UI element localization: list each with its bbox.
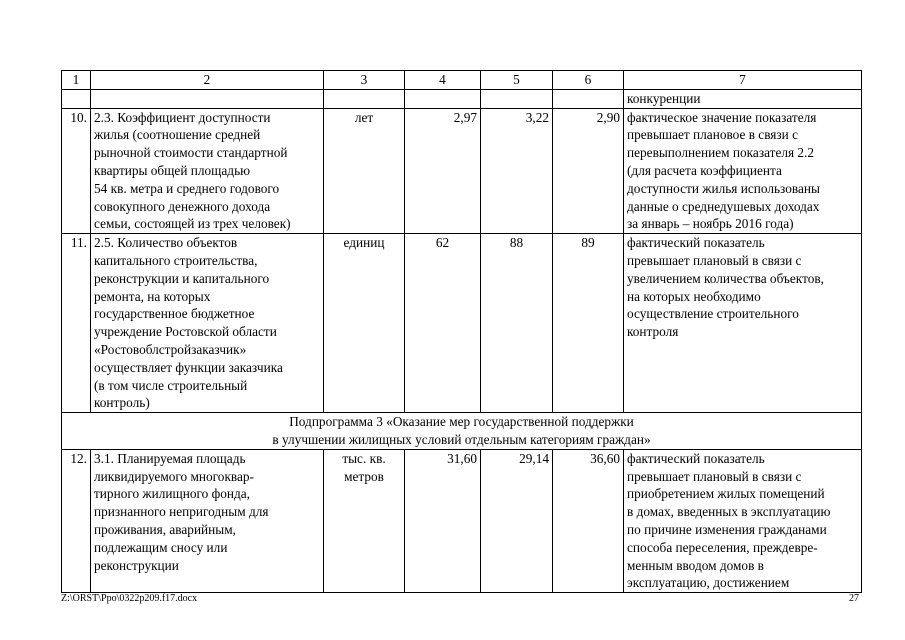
indicator-name: 2.5. Количество объектов капитального строительства, реконструкции и капитального ремонта, на которых государственное бюджетное учреждение Ростовской области «Ростовоблстройзаказчик» осуществляет функции заказчика (в том числе строительный контроль) [91, 234, 324, 413]
footer-file-path: Z:\ORST\Ppo\0322p209.f17.docx [61, 593, 198, 604]
unit: единиц [324, 234, 405, 413]
continuation-row [62, 89, 862, 108]
value-col-6: 2,90 [553, 108, 624, 234]
plan-value: 62 [405, 234, 481, 413]
fact-value: 3,22 [481, 108, 553, 234]
header-row [62, 71, 862, 90]
unit: тыс. кв. метров [324, 449, 405, 592]
table-row-11 [62, 234, 862, 413]
row-number: 11. [62, 234, 91, 413]
row-number: 10. [62, 108, 91, 234]
comment: фактический показатель превышает плановый в связи с увеличением количества объектов, на которых необходимо осуществление строительного контроля [624, 234, 862, 413]
header-col-7: 7 [624, 71, 862, 90]
table-row-10 [62, 108, 862, 234]
fact-value: 88 [481, 234, 553, 413]
indicator-name: 3.1. Планируемая площадь ликвидируемого многоквар- тирного жилищного фонда, признанного непригодным для проживания, аварийным, подлежащим сносу или реконструкции [91, 449, 324, 592]
header-col-3: 3 [324, 71, 405, 90]
comment: фактический показатель превышает плановый в связи с приобретением жилых помещений в домах, введенных в эксплуатацию по причине изменения гражданами способа переселения, преждевре- менным вводом домов в эксплуатацию, достижением [624, 449, 862, 592]
header-col-6: 6 [553, 71, 624, 90]
subprogram-row [62, 413, 862, 450]
plan-value: 31,60 [405, 449, 481, 592]
header-col-5: 5 [481, 71, 553, 90]
plan-value: 2,97 [405, 108, 481, 234]
indicators-table [61, 70, 862, 593]
value-col-6: 36,60 [553, 449, 624, 592]
subprogram-title: Подпрограмма 3 «Оказание мер государственной поддержки в улучшении жилищных условий отдельным категориям граждан» [62, 413, 862, 450]
comment: фактическое значение показателя превышает плановое в связи с перевыполнением показателя 2.2 (для расчета коэффициента доступности жилья использованы данные о среднедушевых доходах за январь – ноябрь 2016 года) [624, 108, 862, 234]
header-col-2: 2 [91, 71, 324, 90]
indicator-name: 2.3. Коэффициент доступности жилья (соотношение средней рыночной стоимости стандартной квартиры общей площадью 54 кв. метра и среднего годового совокупного денежного дохода семьи, состоящей из трех человек) [91, 108, 324, 234]
fact-value: 29,14 [481, 449, 553, 592]
row-number: 12. [62, 449, 91, 592]
table-row-12 [62, 449, 862, 592]
page-number: 27 [849, 593, 859, 604]
header-col-4: 4 [405, 71, 481, 90]
header-col-1: 1 [62, 71, 91, 90]
continuation-comment: конкуренции [624, 89, 862, 108]
unit: лет [324, 108, 405, 234]
value-col-6: 89 [553, 234, 624, 413]
